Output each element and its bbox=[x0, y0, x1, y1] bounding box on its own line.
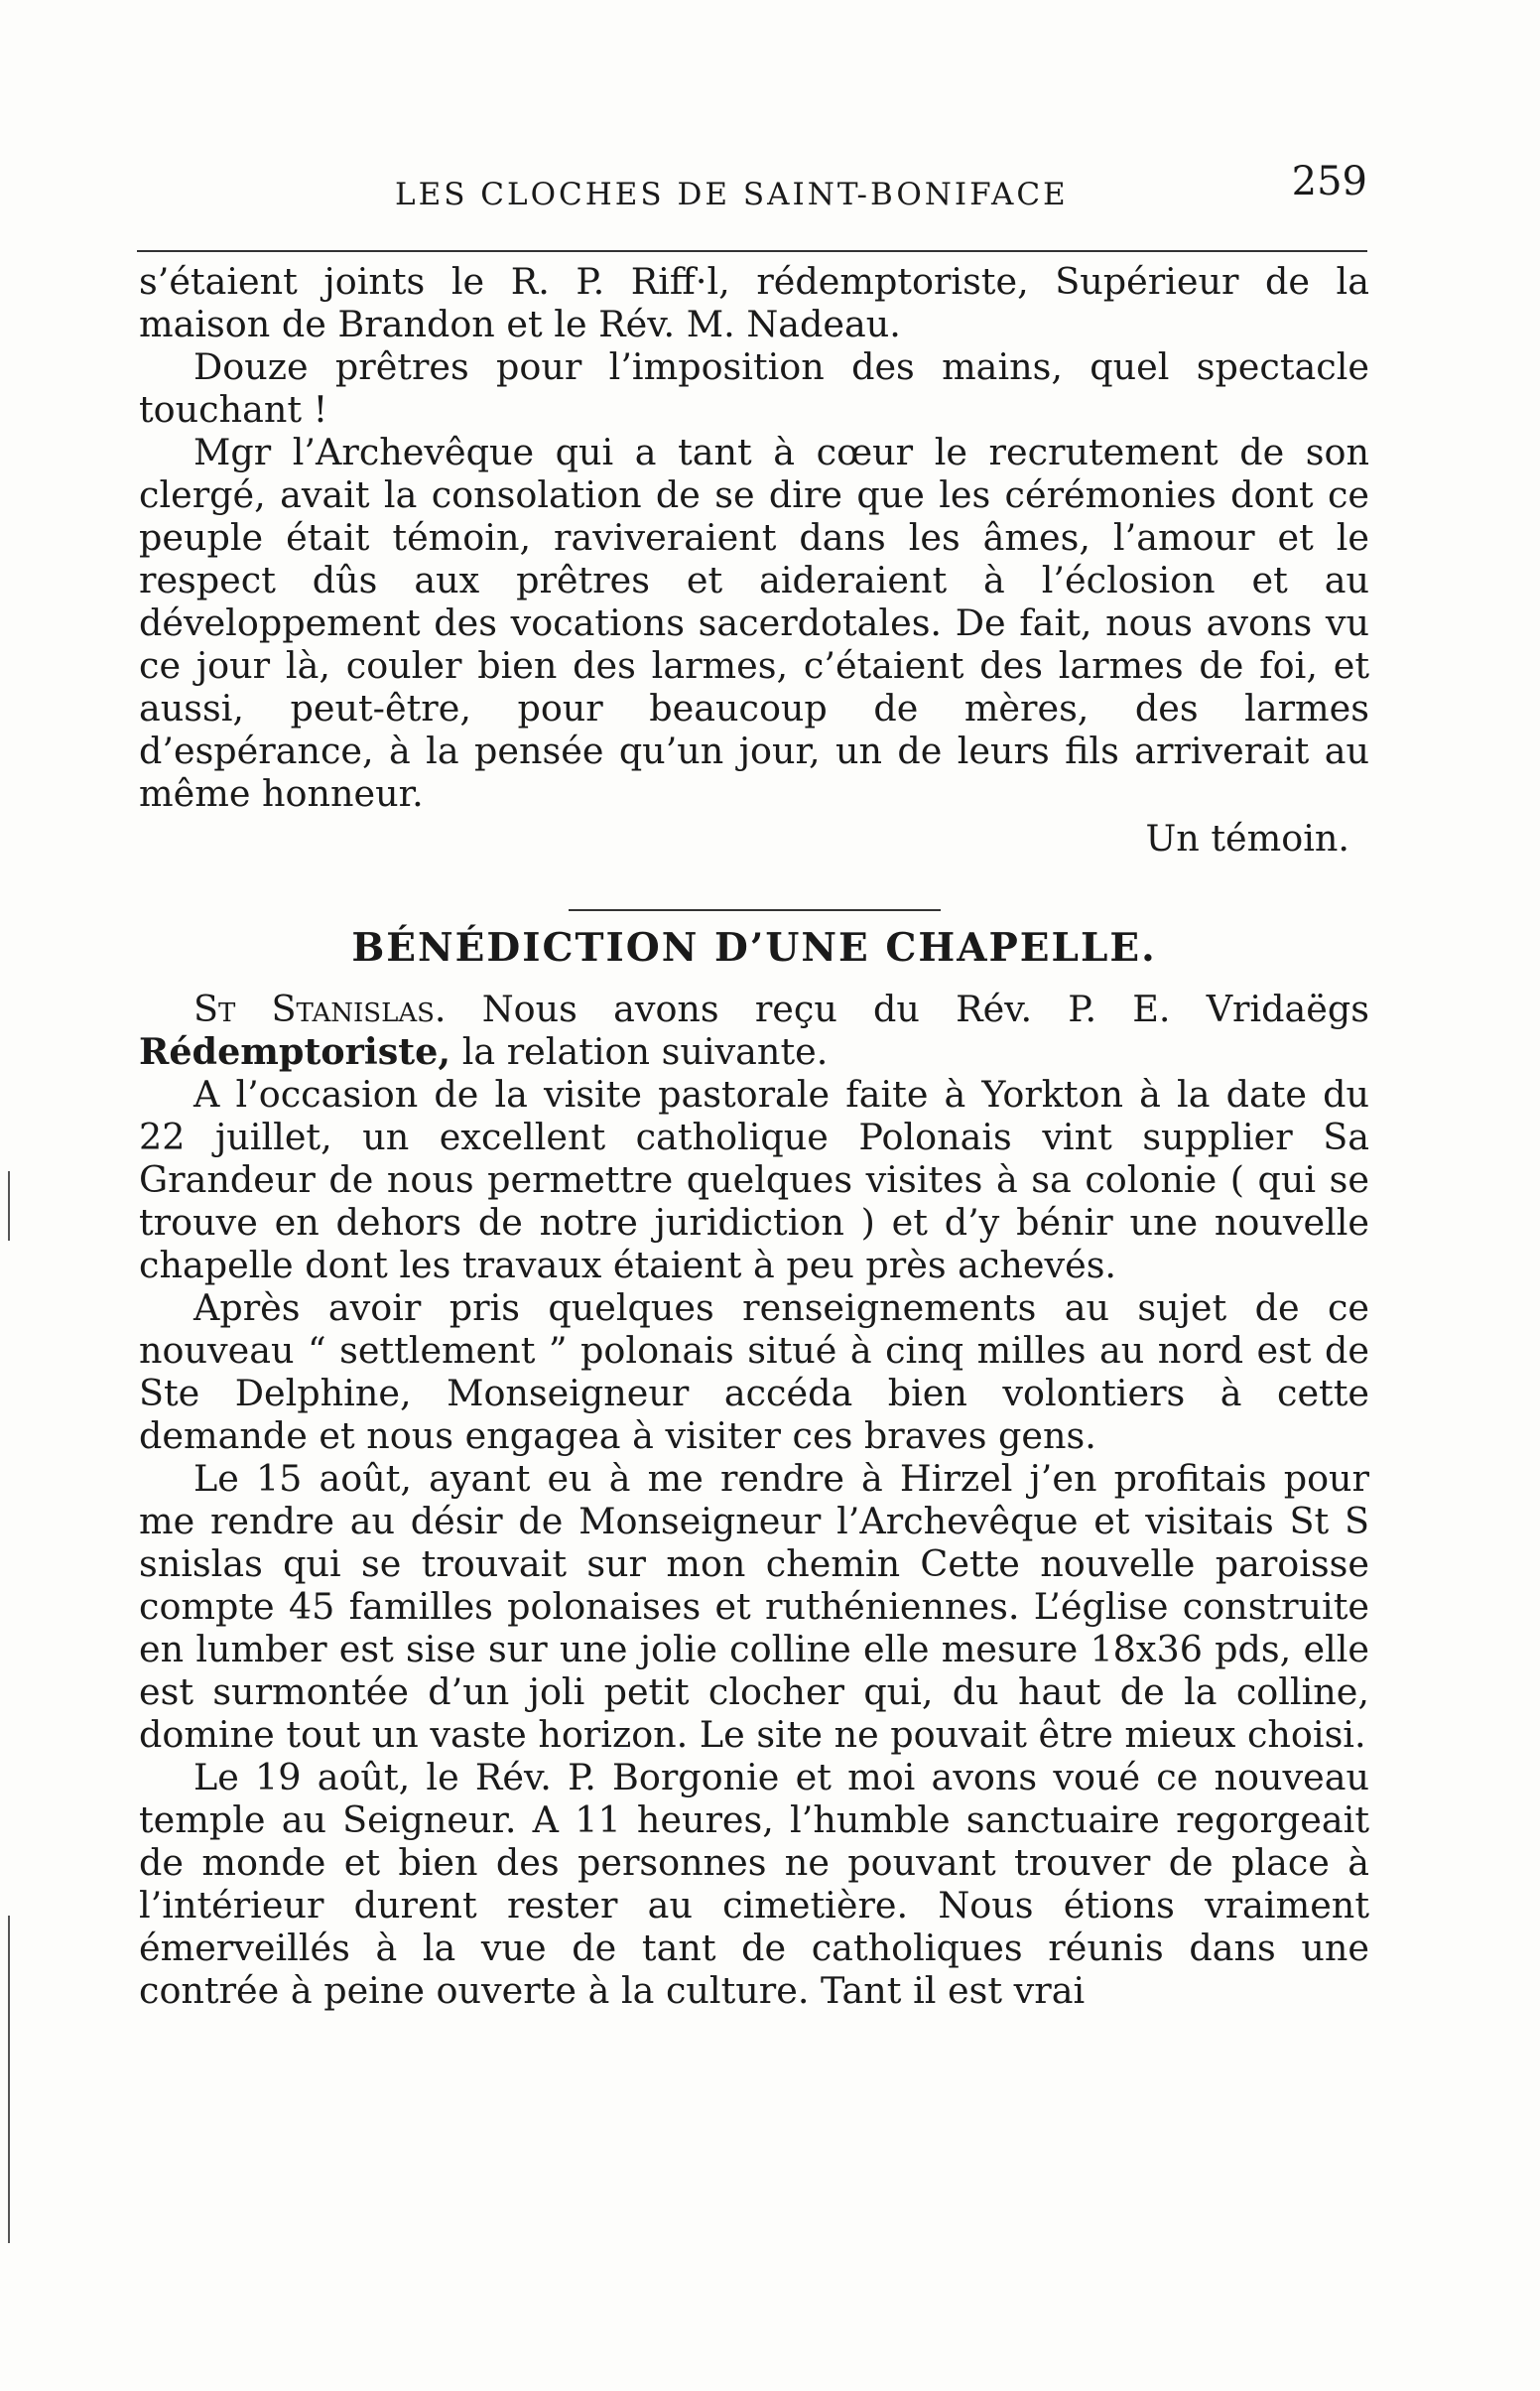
continued-paragraph: s’étaient joints le R. P. Riff·l, rédemptoriste, Supérieur de la maison de Brandon et le Rév. M. Nadeau. bbox=[139, 260, 1369, 345]
paragraph: A l’occasion de la visite pastorale faite à Yorkton à la date du 22 juillet, un excellent catholique Polonais vint supplier Sa Grandeur de nous permettre quelques visites à sa colonie ( qui se trouve en dehors de notre juridiction ) et d’y bénir une nouvelle chapelle dont les travaux étaient à peu près achevés. bbox=[139, 1073, 1369, 1286]
paragraph: Le 15 août, ayant eu à me rendre à Hirzel j’en profitais pour me rendre au désir de Monseigneur l’Archevêque et visitais St S snislas qui se trouvait sur mon chemin Cette nouvelle paroisse compte 45 familles polonaises et ruthéniennes. L’église construite en lumber est sise sur une jolie colline elle mesure 18x36 pds, elle est surmontée d’un joli petit clocher qui, du haut de la colline, domine tout un vaste horizon. Le site ne pouvait être mieux choisi. bbox=[139, 1457, 1369, 1756]
running-head bbox=[137, 159, 1367, 218]
header-rule bbox=[137, 250, 1367, 252]
page-number: 259 bbox=[1291, 159, 1367, 204]
intro-text: Nous avons reçu du Rév. P. E. Vridaëgs bbox=[446, 988, 1369, 1030]
intro-end: la relation suivante. bbox=[450, 1030, 829, 1073]
paragraph: Douze prêtres pour l’imposition des mains, quel spectacle touchant ! bbox=[139, 345, 1369, 431]
running-title: LES CLOCHES DE SAINT-BONIFACE bbox=[395, 177, 1069, 212]
paragraph: Mgr l’Archevêque qui a tant à cœur le recrutement de son clergé, avait la consolation de se dire que les cérémonies dont ce peuple était témoin, raviveraient dans les âmes, l’amour et le respect dûs aux prêtres et aideraient à l’éclosion et au développement des vocations sacerdotales. De fait, nous avons vu ce jour là, couler bien des larmes, c’étaient des larmes de foi, et aussi, peut-être, pour beaucoup de mères, des larmes d’espérance, à la pensée qu’un jour, un de leurs fils arriverait au même honneur. bbox=[139, 431, 1369, 815]
paragraph: Le 19 août, le Rév. P. Borgonie et moi avons voué ce nouveau temple au Seigneur. A 11 heures, l’humble sanctuaire regorgeait de monde et bien des personnes ne pouvant trouver de place à l’intérieur durent rester au cimetière. Nous étions vraiment émerveillés à la vue de tant de catholiques réunis dans une contrée à peine ouverte à la culture. Tant il est vrai bbox=[139, 1756, 1369, 2012]
place-name: St Stanislas. bbox=[193, 988, 447, 1030]
margin-scan-mark bbox=[8, 1916, 10, 2243]
order-name: Rédemptoriste, bbox=[139, 1030, 451, 1073]
section-divider bbox=[569, 909, 941, 911]
section-title: BÉNÉDICTION D’UNE CHAPELLE. bbox=[351, 925, 1157, 971]
paragraph: Après avoir pris quelques renseignements au sujet de ce nouveau “ settlement ” polonais situé à cinq milles au nord est de Ste Delphine, Monseigneur accéda bien volontiers à cette demande et nous engagea à visiter ces braves gens. bbox=[139, 1286, 1369, 1457]
signature: Un témoin. bbox=[1145, 817, 1349, 860]
margin-scan-mark bbox=[8, 1171, 10, 1241]
section-intro bbox=[139, 988, 1369, 1073]
body-text bbox=[139, 260, 1369, 2012]
